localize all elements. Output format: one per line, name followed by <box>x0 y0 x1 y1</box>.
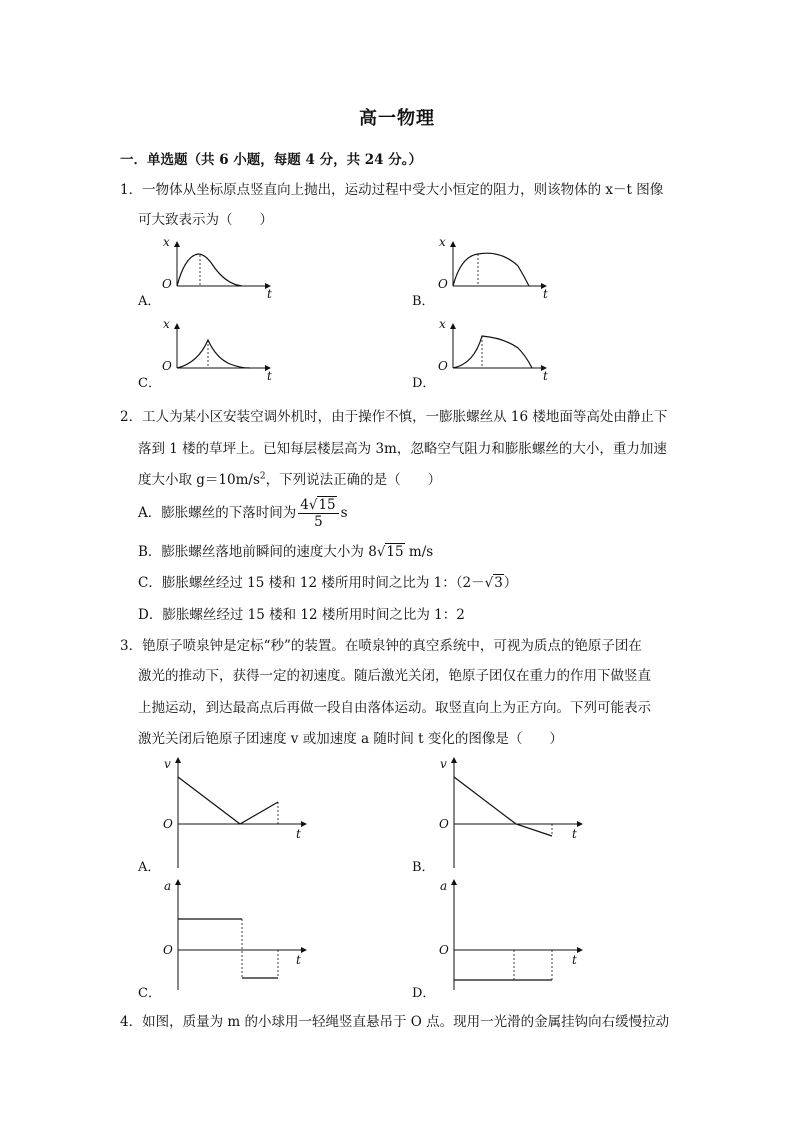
y-axis-label: v <box>440 757 447 771</box>
v-t-line <box>454 777 552 836</box>
x-t-curve <box>453 253 529 286</box>
fraction-num-coef: 4 <box>300 497 309 513</box>
q1-graph-c <box>150 317 280 383</box>
y-axis-label: x <box>163 235 170 249</box>
v-t-line <box>178 777 278 824</box>
y-axis-label: v <box>164 757 171 771</box>
origin-label: O <box>163 817 173 831</box>
origin-label: O <box>162 277 172 291</box>
origin-label: O <box>438 359 448 373</box>
origin-label: O <box>438 277 448 291</box>
q1-option-a[interactable]: A． <box>138 294 161 309</box>
origin-label: O <box>439 943 449 957</box>
q3-graph-c <box>156 876 316 992</box>
x-t-curve <box>453 336 532 368</box>
q2-option-c-radicand: 3 <box>494 575 503 591</box>
q2-option-a-text: A．膨胀螺丝的下落时间为 <box>138 505 297 521</box>
q3-option-b[interactable]: B． <box>412 860 435 875</box>
q1-stem-line1: 1．一物体从坐标原点竖直向上抛出，运动过程中受大小恒定的阻力，则该物体的 x－t 图像 <box>120 182 664 198</box>
q2-line3-exponent: 2 <box>259 471 266 482</box>
y-axis-label: x <box>439 317 446 331</box>
q3-graph-b <box>432 754 592 870</box>
q1-graph-b <box>426 235 556 301</box>
q4-stem-line1: 4．如图，质量为 m 的小球用一轻绳竖直悬吊于 O 点。现用一光滑的金属挂钩向右缓慢拉动 <box>120 1014 670 1030</box>
q1-graph-d <box>426 317 556 383</box>
q2-option-a[interactable] <box>138 497 348 530</box>
fraction-denominator: 5 <box>314 514 323 530</box>
q3-option-a[interactable]: A． <box>138 860 161 875</box>
x-t-curve <box>177 254 242 286</box>
y-axis-label: a <box>440 879 448 893</box>
x-axis-label: t <box>543 369 548 383</box>
q3-stem-line3: 上抛运动，到达最高点后再做一段自由落体运动。取竖直向上为正方向。下列可能表示 <box>138 700 651 716</box>
q3-stem-line4: 激光关闭后铯原子团速度 v 或加速度 a 随时间 t 变化的图像是（ ） <box>138 731 563 747</box>
y-axis-label: x <box>163 317 170 331</box>
y-axis-label: x <box>439 235 446 249</box>
q2-option-b-unit: m/s <box>404 544 434 560</box>
q1-graph-a <box>150 235 280 301</box>
q1-option-d[interactable]: D． <box>412 376 436 391</box>
q1-option-b[interactable]: B． <box>412 294 435 309</box>
fraction-num-radicand: 15 <box>318 497 336 513</box>
q3-stem-line2: 激光的推动下，获得一定的初速度。随后激光关闭，铯原子团仅在重力的作用下做竖直 <box>138 668 651 684</box>
x-axis-label: t <box>572 953 577 967</box>
fraction: $\frac{4√15}{5}$ <box>298 497 338 530</box>
x-axis-label: t <box>543 287 548 301</box>
x-axis-label: t <box>267 369 272 383</box>
q1-stem-line2: 可大致表示为（ ） <box>138 212 273 228</box>
section-heading: 一．单选题（共 6 小题，每题 4 分，共 24 分。） <box>120 152 423 168</box>
x-axis-label: t <box>572 827 577 841</box>
q2-stem-line3 <box>138 468 441 488</box>
y-axis-label: a <box>164 879 172 893</box>
origin-label: O <box>163 943 173 957</box>
q3-graph-d <box>432 876 592 992</box>
q3-stem-line1: 3．铯原子喷泉钟是定标“秒”的装置。在喷泉钟的真空系统中，可视为质点的铯原子团在 <box>120 638 642 654</box>
page-title: 高一物理 <box>359 108 435 129</box>
q2-line3-tail: ，下列说法正确的是（ ） <box>265 472 442 488</box>
x-axis-label: t <box>267 287 272 301</box>
q2-option-b-radicand: 15 <box>386 544 404 560</box>
q2-line3-text: 度大小取 g＝10m/s <box>138 472 260 488</box>
q2-option-b[interactable]: B．膨胀螺丝落地前瞬间的速度大小为 8√15 m/s <box>138 544 434 560</box>
q3-graph-a <box>156 754 316 870</box>
q2-option-d[interactable]: D．膨胀螺丝经过 15 楼和 12 楼所用时间之比为 1：2 <box>138 607 465 623</box>
q2-option-c-tail: ） <box>503 575 518 591</box>
q2-option-c-text: C．膨胀螺丝经过 15 楼和 12 楼所用时间之比为 1：（2－ <box>138 575 485 591</box>
q2-option-b-text: B．膨胀螺丝落地前瞬间的速度大小为 8 <box>138 544 377 560</box>
origin-label: O <box>162 359 172 373</box>
x-axis-label: t <box>296 827 301 841</box>
q3-option-c[interactable]: C． <box>138 986 161 1001</box>
origin-label: O <box>439 817 449 831</box>
q2-stem-line1: 2．工人为某小区安装空调外机时，由于操作不慎，一膨胀螺丝从 16 楼地面等高处由静止下 <box>120 409 668 425</box>
x-t-curve <box>177 340 250 368</box>
q1-option-c[interactable]: C． <box>138 376 161 391</box>
q2-stem-line2: 落到 1 楼的草坪上。已知每层楼层高为 3m，忽略空气阻力和膨胀螺丝的大小，重力加速 <box>138 441 667 457</box>
q3-option-d[interactable]: D． <box>412 986 436 1001</box>
q2-option-a-unit: s <box>340 505 348 521</box>
q2-option-c[interactable]: C．膨胀螺丝经过 15 楼和 12 楼所用时间之比为 1：（2－√3） <box>138 575 518 591</box>
x-axis-label: t <box>296 953 301 967</box>
